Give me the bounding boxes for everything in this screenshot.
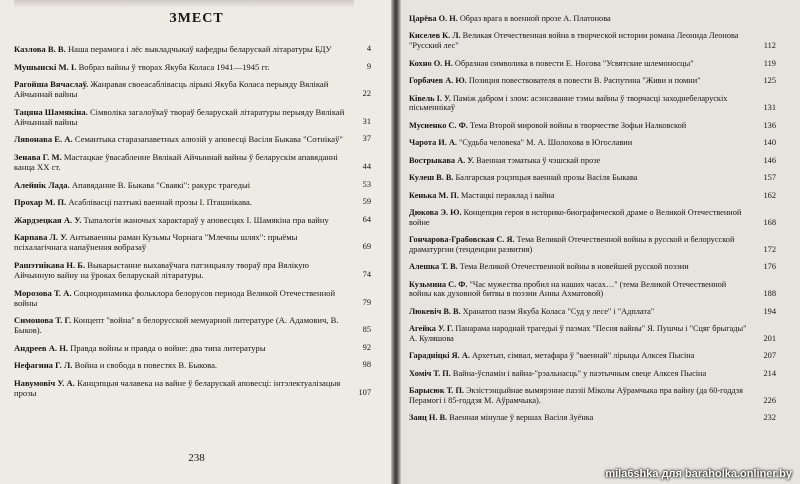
toc-entry-text <box>14 378 371 398</box>
toc-entry-text <box>14 79 371 99</box>
toc-entry-author: Мусиенко С. Ф. <box>409 120 468 130</box>
toc-entry-text <box>14 134 371 144</box>
toc-entry-text <box>14 62 371 72</box>
toc-entry-title: Жанравая своеасаблівасць лірыкі Якуба Коласа перыяду Вялікай Айчыннай вайны <box>14 79 329 100</box>
toc-entry-text <box>409 369 776 379</box>
toc-entry-text <box>14 315 371 335</box>
toc-entry-text <box>409 280 776 299</box>
toc-entry-author: Кузьмина С. Ф. <box>409 279 468 289</box>
toc-entry-title: "Судьба человека" М. А. Шолохова в Югославии <box>459 138 633 148</box>
toc-entry-text <box>14 360 371 370</box>
toc-entry-author: Чарота И. А. <box>409 138 457 148</box>
toc-entry <box>14 152 371 172</box>
watermark: mila6shka для baraholka.onliner.by <box>605 468 792 480</box>
left-page <box>0 0 393 484</box>
toc-entry-author: Морозова Т. А. <box>14 287 72 298</box>
toc-entry-text <box>409 94 776 113</box>
toc-entry-text <box>409 307 776 317</box>
toc-entry-title: Тема Второй мировой войны в творчестве Зофьи Налковской <box>469 120 687 130</box>
toc-entry-title: Балгарская рэцэпцыя ваеннай прозы Васіля Быкава <box>455 173 638 183</box>
toc-entry-author: Люкевіч В. В. <box>409 306 461 316</box>
toc-entry <box>14 378 371 398</box>
toc-entry <box>409 324 776 343</box>
book-spine <box>391 0 401 484</box>
toc-entry-title: Великая Отечественная война в творческой истории романа Леонида Леонова "Русский лес" <box>409 31 739 51</box>
toc-entry-page: 136 <box>763 120 776 130</box>
toc-entry-text <box>409 121 776 131</box>
toc-entry-text <box>409 208 776 227</box>
toc-entry-text <box>14 197 371 207</box>
toc-entry-author: Кулеш В. В. <box>409 173 454 183</box>
toc-entry-text <box>14 215 371 225</box>
toc-entry-title: Мастацкае ўвасабленне Вялікай Айчыннай вайны ў беларускім апавяданні канца ХХ ст. <box>14 151 338 172</box>
toc-entry-title: "Час мужества пробил на наших часах…" (тема Великой Отечественной войны как духовной битвы в поэзии Анны Ахматовой) <box>409 279 727 299</box>
toc-entry-text <box>409 262 776 272</box>
toc-entry-title: Апавяданне В. Быкава "Сваякі": ракурс трагедыі <box>71 179 251 190</box>
toc-entry-page: 112 <box>763 41 776 51</box>
toc-entry <box>14 180 371 190</box>
toc-entry <box>409 262 776 272</box>
toc-entry-page: 131 <box>763 103 776 113</box>
toc-entry-text <box>409 324 776 343</box>
toc-entry-text <box>14 343 371 353</box>
toc-entry-page: 119 <box>763 58 776 68</box>
toc-entry-author: Тацяна Шамякіна. <box>14 106 88 117</box>
toc-entry-title: Позиция повествователя в повести В. Распутина "Живи и помни" <box>468 76 701 86</box>
toc-entry-page: 207 <box>763 351 776 361</box>
toc-entry-title: Тема Великой Отечественной войны в новейшей русской поэзии <box>459 262 689 272</box>
toc-entry <box>14 215 371 225</box>
toc-entry <box>14 232 371 252</box>
toc-entry-author: Симонова Т. Г. <box>14 315 72 326</box>
toc-entry-text <box>409 173 776 183</box>
toc-entry-title: Вайна-ўспамін і вайна-"рэальнасць" у паэтычным свеце Алксея Пысіна <box>452 368 707 378</box>
toc-entry-title: Хранатоп паэм Якуба Коласа "Суд у лесе" і "Адплата" <box>462 306 655 316</box>
toc-entry <box>409 156 776 166</box>
toc-entry-page: 162 <box>763 190 776 200</box>
toc-entry <box>409 386 776 405</box>
toc-entry-title: Панарама народнай трагедыі ў паэмах "Песня вайны" Я. Пушчы і "Сцяг брыгады" А. Куляшова <box>409 324 747 343</box>
toc-entry-title: Наша перамога і лёс выкладчыкаў кафедры беларускай літаратуры БДУ <box>67 44 332 54</box>
toc-entry-page: 188 <box>763 289 776 299</box>
toc-entry <box>14 197 371 207</box>
toc-entry-author: Царёва О. Н. <box>409 14 458 23</box>
toc-entry <box>409 59 776 69</box>
toc-entry-author: Гарадніцкі Я. А. <box>409 351 470 361</box>
toc-entry-title: Правда войны и правда о войне: два типа литературы <box>70 342 266 353</box>
toc-entry <box>14 79 371 99</box>
toc-entry <box>409 76 776 86</box>
toc-entry-title: Асаблівасці пазтыкі ваеннай прозы І. Пташнікава. <box>68 197 252 208</box>
toc-entry-page: 226 <box>763 395 776 405</box>
toc-entry <box>409 191 776 201</box>
toc-entry-author: Вострыкава А. У. <box>409 155 475 165</box>
toc-entry <box>409 94 776 113</box>
toc-entry-title: Тема Великой Отечественной войны в русской и белорусской драматургии (тенденции развития) <box>409 235 735 254</box>
toc-entry <box>409 351 776 361</box>
right-page <box>399 0 800 484</box>
toc-entry-page: 59 <box>362 197 371 207</box>
toc-entry-title: Канцэпцыя чалавека на вайне ў беларускай аповесці: інтэлектуалізацыя прозы <box>14 377 341 398</box>
toc-entry-page: 98 <box>362 360 371 370</box>
toc-entry-page: 37 <box>362 134 371 144</box>
toc-entry <box>409 280 776 299</box>
toc-entry-page: 69 <box>362 242 371 252</box>
toc-entry-author: Прохар М. П. <box>14 197 67 208</box>
toc-entry-author: Киселев К. Л. <box>409 31 461 41</box>
toc-entry-title: Ваенная тэматыка ў чэшскай прозе <box>476 155 601 165</box>
toc-entry-text <box>409 76 776 86</box>
toc-entry-author: Навумовіч У. А. <box>14 377 75 388</box>
toc-entry-author: Казлова В. В. <box>14 44 66 54</box>
toc-entry <box>14 134 371 144</box>
toc-entry <box>409 31 776 50</box>
toc-entry-title: Паміж дабром і злом: асэнсаванне тэмы вайны ў творчасці заходнебеларускіх пісьменнікаў <box>409 93 728 113</box>
toc-entry-text <box>409 156 776 166</box>
toc-entry-author: Дюкова Э. Ю. <box>409 208 462 218</box>
toc-entry-text <box>409 138 776 148</box>
toc-entry-page: 157 <box>763 173 776 183</box>
toc-entry-page: 140 <box>763 138 776 148</box>
toc-entry-title: Образная символика в повести Е. Носова "Усвятские шлемоносцы" <box>454 58 694 68</box>
toc-entry-title: Тыпалогія жаночых характараў у аповесцях І. Шамякіна пра вайну <box>83 214 329 225</box>
toc-entry <box>14 288 371 308</box>
toc-entry-page: 214 <box>763 368 776 378</box>
toc-entry-text <box>14 288 371 308</box>
toc-entry-page: 85 <box>362 325 371 335</box>
toc-entry-title: Война и свобода в повестях В. Быкова. <box>74 360 218 371</box>
toc-entry-author: Андреев А. Н. <box>14 342 69 353</box>
toc-entry-page: 4 <box>366 44 371 53</box>
toc-entry-text <box>14 107 371 127</box>
toc-entry-title: Сімволіка загалоўкаў твораў беларускай літаратуры перыяду Вялікай Айчыннай вайны <box>14 106 345 127</box>
toc-entry-title: Мастацкі пераклад і вайна <box>461 190 555 200</box>
toc-entry-page: 53 <box>362 179 371 189</box>
toc-entry-title: Вобраз вайны ў творах Якуба Коласа 1941—1945 гг. <box>78 61 270 72</box>
toc-entry <box>409 369 776 379</box>
toc-entry-author: Барысюк Т. П. <box>409 386 464 396</box>
toc-entry <box>409 413 776 423</box>
toc-entry-title: Социодинамика фольклора белорусов периода Великой Отечественной войны <box>14 287 336 308</box>
toc-entry <box>409 208 776 227</box>
toc-entry-text <box>14 44 371 54</box>
toc-heading: ЗМЕСТ <box>169 11 224 26</box>
toc-entry-page: 107 <box>358 387 371 397</box>
toc-entry <box>409 138 776 148</box>
toc-entry-page: 172 <box>763 244 776 254</box>
toc-entry-text <box>409 351 776 361</box>
toc-entry-page: 64 <box>362 214 371 224</box>
toc-entry-page: 74 <box>362 269 371 279</box>
toc-entry-author: Агейка У. Г. <box>409 324 454 334</box>
toc-entry-author: Ківель І. У. <box>409 93 451 103</box>
toc-entry-page: 146 <box>763 155 776 165</box>
toc-entry-text <box>409 413 776 423</box>
toc-entry-author: Карпава Л. У. <box>14 232 68 243</box>
toc-entry-title: Семантыка старазапаветных алюзій у аповесці Васіля Быкава "Сотнікаў" <box>74 134 343 145</box>
toc-entry <box>14 343 371 353</box>
toc-entry-page: 79 <box>362 297 371 307</box>
toc-entry-text <box>409 31 776 50</box>
toc-entry-page: 92 <box>362 342 371 352</box>
toc-entry-text <box>409 191 776 201</box>
toc-entry-text <box>14 232 371 252</box>
toc-entry <box>409 307 776 317</box>
toc-entry-author: Заяц Н. В. <box>409 413 448 423</box>
toc-entry-text <box>14 152 371 172</box>
toc-entry-page: 31 <box>362 116 371 126</box>
toc-entry-page: 168 <box>763 217 776 227</box>
toc-entry <box>409 121 776 131</box>
toc-entry-author: Мушынскі М. І. <box>14 61 77 72</box>
toc-entry <box>14 260 371 280</box>
toc-list-right <box>409 14 776 431</box>
toc-entry-page: 201 <box>763 333 776 343</box>
toc-entry-text <box>409 386 776 405</box>
toc-entry-author: Кохно О. Н. <box>409 58 453 68</box>
page-number: 238 <box>188 452 205 464</box>
toc-entry <box>409 173 776 183</box>
toc-entry-page: 176 <box>763 262 776 272</box>
toc-entry-text <box>14 180 371 190</box>
toc-entry-author: Зенава Г. М. <box>14 151 62 162</box>
toc-entry <box>14 315 371 335</box>
toc-entry <box>409 235 776 254</box>
toc-entry-text <box>409 59 776 69</box>
toc-list-left <box>14 44 371 406</box>
toc-entry-author: Лявонава Е. А. <box>14 134 73 145</box>
toc-entry-title: Экзістэнцыйнае вымярэнне паэзіі Міколы Аўрамчыка пра вайну (да 60-годдзя Перамогі і 85-годдзя М. Аўрамчыка). <box>409 386 743 405</box>
toc-entry-author: Рашэтнікава Н. Б. <box>14 259 86 270</box>
toc-entry-author: Гончарова-Грабовская С. Я. <box>409 235 515 245</box>
toc-entry-text <box>14 260 371 280</box>
toc-entry-page: 44 <box>362 161 371 171</box>
toc-entry-text <box>409 235 776 254</box>
toc-entry-title: Антываенны раман Кузьмы Чорнага "Млечны шлях": прыёмы псіхалагічнага напаўнення вобразаў <box>14 232 298 253</box>
toc-entry-title: Концепт "война" в белорусской мемуарной литературе (А. Адамович, В. Быков). <box>14 315 339 336</box>
toc-entry-page: 232 <box>763 413 776 423</box>
toc-entry-text <box>409 14 776 24</box>
toc-entry-author: Жардзецкая А. У. <box>14 214 82 225</box>
page-edge-shadow <box>14 0 354 8</box>
toc-entry-page: 125 <box>763 76 776 86</box>
toc-entry-title: Ваенная мінулае ў вершах Васіля Зуёнка <box>449 413 594 423</box>
toc-entry-page: 22 <box>362 89 371 99</box>
toc-entry-author: Алейнік Лада. <box>14 179 70 190</box>
toc-entry-title: Образ врага в военной прозе А. Платонова <box>459 14 611 23</box>
toc-entry-title: Выкарыстанне выхаваўчага патэнцыялу твораў пра Вялікую Айчынную вайну на ўроках беларускай літаратуры. <box>14 259 309 280</box>
toc-entry-author: Рагойша Вячаслаў. <box>14 79 89 90</box>
toc-entry <box>409 14 776 24</box>
toc-entry-author: Нефагина Г. Л. <box>14 360 73 371</box>
toc-entry <box>14 62 371 72</box>
toc-entry-author: Горбачев А. Ю. <box>409 76 467 86</box>
toc-entry-page: 9 <box>366 61 371 71</box>
toc-entry <box>14 44 371 54</box>
toc-entry <box>14 107 371 127</box>
toc-entry-title: Архетып, сімвал, метафара ў "ваеннай" лірыцы Алксея Пысіна <box>471 351 695 361</box>
toc-entry-title: Концепция героя в историко-биографической драме о Великой Отечественной войне <box>409 208 742 227</box>
toc-entry <box>14 360 371 370</box>
toc-entry-author: Алешка Т. В. <box>409 262 458 272</box>
toc-entry-author: Хоміч Т. П. <box>409 368 451 378</box>
toc-entry-author: Кенька М. П. <box>409 190 459 200</box>
toc-entry-page: 194 <box>763 306 776 316</box>
